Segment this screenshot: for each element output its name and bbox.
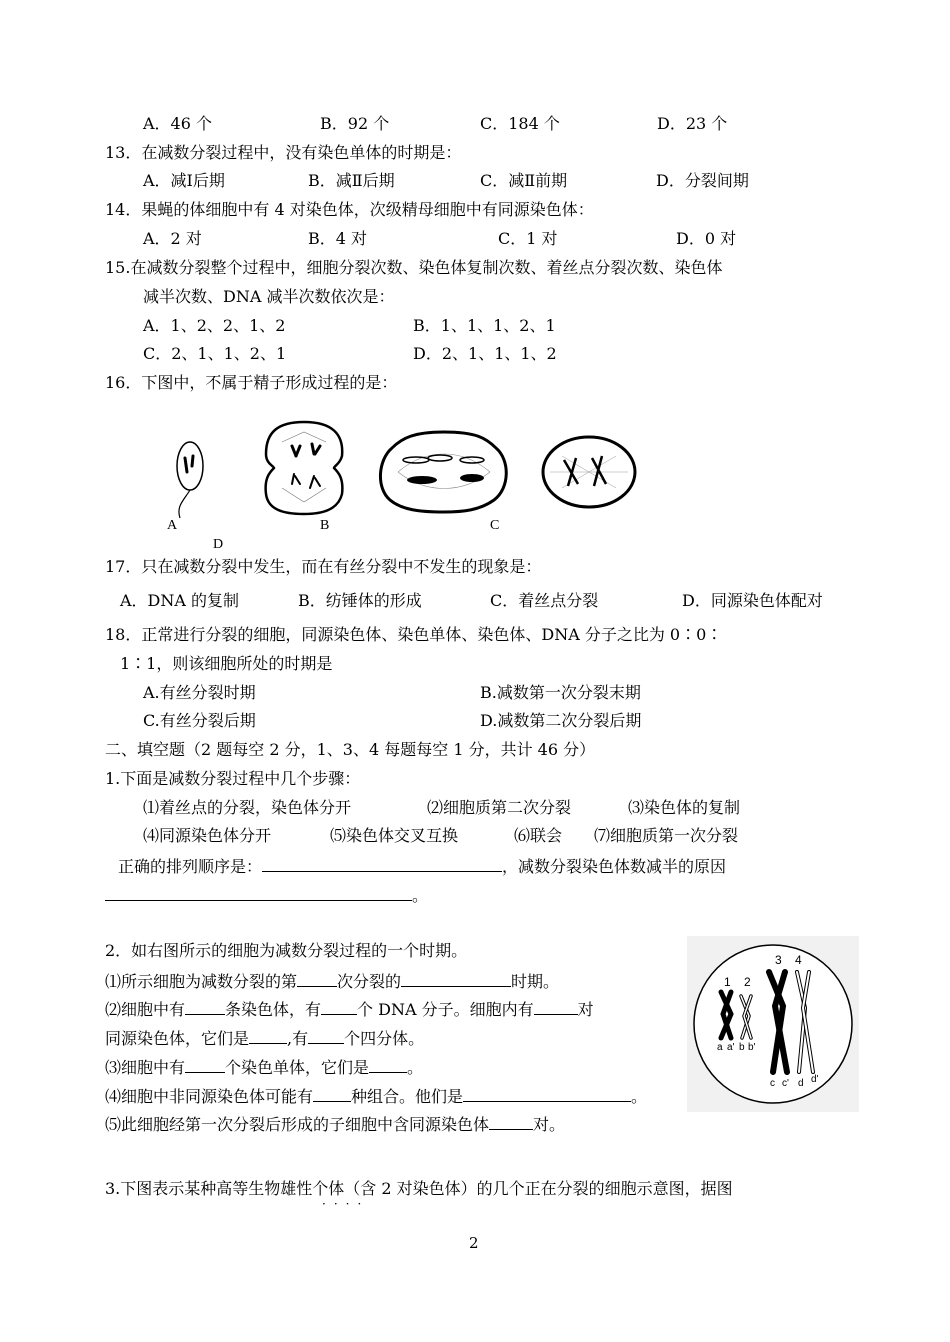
- page-number: 2: [469, 1234, 479, 1252]
- q13-option-a: A．减Ⅰ后期: [143, 171, 225, 190]
- q17-option-d: D．同源染色体配对: [682, 591, 823, 610]
- f2-q5-text2: 对。: [533, 1115, 566, 1134]
- f1-stem: 1.下面是减数分裂过程中几个步骤：: [105, 769, 361, 788]
- f2-q4-text2: 种组合。他们是: [351, 1087, 464, 1106]
- f2-q2b-text1: 同源染色体，它们是: [105, 1029, 250, 1048]
- q18-option-c: C.有丝分裂后期: [143, 711, 256, 730]
- f1-reason-blank[interactable]: [105, 884, 412, 901]
- figure-label-d: D: [213, 537, 224, 552]
- fig-num-4: 4: [795, 953, 802, 967]
- figure-cell-c: [376, 428, 512, 514]
- f2-q1-text2: 次分裂的: [337, 972, 402, 991]
- fig-num-3: 3: [775, 953, 782, 967]
- q14-stem: 14．果蝇的体细胞中有 4 对染色体，次级精母细胞中有同源染色体：: [105, 200, 594, 219]
- fig-letter-a: a: [717, 1042, 723, 1053]
- section-heading: 二、填空题（2 题每空 2 分，1、3、4 每题每空 1 分，共计 46 分）: [105, 740, 596, 759]
- figure-sperm-cell: [160, 436, 220, 526]
- q18-stem-line1: 18．正常进行分裂的细胞，同源染色体、染色单体、染色体、DNA 分子之比为 0∶0∶: [105, 625, 723, 644]
- q13-stem: 13．在减数分裂过程中，没有染色单体的时期是：: [105, 143, 462, 162]
- f2-q2b: [105, 1027, 424, 1049]
- q15-stem-line2: 减半次数、DNA 减半次数依次是：: [143, 287, 395, 306]
- q12-option-b: B．92 个: [320, 114, 390, 133]
- f2-q4-blank2[interactable]: [463, 1085, 631, 1102]
- q15-stem-line1: 15.在减数分裂整个过程中，细胞分裂次数、染色体复制次数、着丝点分裂次数、染色体: [105, 258, 723, 277]
- f2-q2b-blank1[interactable]: [249, 1027, 287, 1044]
- f2-q3-blank2[interactable]: [369, 1056, 407, 1073]
- fig-num-2: 2: [744, 975, 751, 989]
- f2-q2-blank3[interactable]: [534, 998, 578, 1015]
- q12-option-d: D．23 个: [657, 114, 728, 133]
- f3-emphasis-dots: ····: [322, 1197, 370, 1211]
- q15-option-a: A．1、2、2、1、2: [143, 316, 286, 335]
- q14-option-a: A．2 对: [143, 229, 202, 248]
- q12-option-c: C．184 个: [480, 114, 560, 133]
- q16-stem: 16．下图中，不属于精子形成过程的是：: [105, 373, 398, 392]
- f2-q2b-text2: ,有: [287, 1029, 309, 1048]
- f2-q2-text2: 条染色体，有: [225, 1000, 322, 1019]
- figure-homologous-chromosomes: [687, 936, 859, 1112]
- f2-q4-text1: ⑷细胞中非同源染色体可能有: [105, 1087, 314, 1106]
- figure-cell-d: [540, 434, 638, 510]
- f2-q4-text3: 。: [631, 1087, 648, 1106]
- figure-label-a: A: [167, 518, 178, 533]
- f2-q2-blank1[interactable]: [185, 998, 225, 1015]
- q14-option-b: B．4 对: [308, 229, 368, 248]
- fig-num-1: 1: [724, 975, 731, 989]
- f2-q2b-blank2[interactable]: [308, 1027, 344, 1044]
- f2-q3-text1: ⑶细胞中有: [105, 1058, 186, 1077]
- f1-step-5: ⑸染色体交叉互换: [330, 826, 459, 845]
- q15-option-c: C．2、1、1、2、1: [143, 344, 287, 363]
- f2-q2-text4: 对: [577, 1000, 594, 1019]
- f1-reason-line: [105, 884, 428, 906]
- q13-option-c: C．减Ⅱ前期: [480, 171, 568, 190]
- q18-stem-line2: 1∶1，则该细胞所处的时期是: [120, 654, 333, 673]
- q18-option-b: B.减数第一次分裂末期: [480, 683, 641, 702]
- f1-step-3: ⑶染色体的复制: [628, 798, 741, 817]
- figure-cell-b: [262, 418, 346, 516]
- q14-option-c: C．1 对: [498, 229, 558, 248]
- fig-letter-b: b: [739, 1042, 745, 1053]
- f1-order-prefix: 正确的排列顺序是：: [118, 857, 263, 876]
- f2-q3: [105, 1056, 423, 1078]
- f2-q4: [105, 1085, 647, 1107]
- f2-stem: 2．如右图所示的细胞为减数分裂过程的一个时期。: [105, 941, 468, 960]
- f2-q2b-text3: 个四分体。: [344, 1029, 425, 1048]
- f2-q5: [105, 1113, 565, 1135]
- f1-reason-text: ，减数分裂染色体数减半的原因: [502, 857, 727, 876]
- f2-q2-blank2[interactable]: [321, 998, 357, 1015]
- f2-q3-text2: 个染色单体，它们是: [225, 1058, 370, 1077]
- fig-letter-d: d: [798, 1078, 804, 1089]
- f2-q4-blank1[interactable]: [313, 1085, 351, 1102]
- q13-option-d: D．分裂间期: [656, 171, 749, 190]
- f2-q2-text3: 个 DNA 分子。细胞内有: [357, 1000, 534, 1019]
- f3-stem: 3.下图表示某种高等生物雄性个体（含 2 对染色体）的几个正在分裂的细胞示意图，据图: [105, 1179, 733, 1198]
- f2-q3-text3: 。: [407, 1058, 424, 1077]
- f2-q5-text1: ⑸此细胞经第一次分裂后形成的子细胞中含同源染色体: [105, 1115, 490, 1134]
- f1-step-4: ⑷同源染色体分开: [143, 826, 272, 845]
- f2-q1-blank2[interactable]: [401, 970, 511, 987]
- f2-q5-blank1[interactable]: [489, 1113, 533, 1130]
- q15-option-d: D．2、1、1、1、2: [413, 344, 557, 363]
- fig-letter-a-prime: a': [727, 1042, 735, 1053]
- q13-option-b: B．减Ⅱ后期: [308, 171, 395, 190]
- f2-q1-text3: 时期。: [511, 972, 560, 991]
- f2-q2: [105, 998, 594, 1020]
- f2-q2-text1: ⑵细胞中有: [105, 1000, 186, 1019]
- f1-step-7: ⑺细胞质第一次分裂: [594, 826, 739, 845]
- q18-option-d: D.减数第二次分裂后期: [480, 711, 642, 730]
- figure-label-b: B: [320, 518, 330, 533]
- f2-q1-blank1[interactable]: [297, 970, 337, 987]
- f1-order-line: [118, 855, 726, 877]
- q17-option-a: A．DNA 的复制: [120, 591, 240, 610]
- q15-option-b: B．1、1、1、2、1: [413, 316, 556, 335]
- f2-q1-text1: ⑴所示细胞为减数分裂的第: [105, 972, 298, 991]
- q17-stem: 17．只在减数分裂中发生，而在有丝分裂中不发生的现象是：: [105, 557, 542, 576]
- q14-option-d: D．0 对: [676, 229, 737, 248]
- q17-option-b: B．纺锤体的形成: [298, 591, 422, 610]
- f1-order-blank[interactable]: [262, 855, 502, 872]
- fig-letter-b-prime: b': [748, 1042, 756, 1053]
- q12-option-a: A．46 个: [143, 114, 213, 133]
- fig-letter-c: c: [770, 1078, 775, 1089]
- f2-q3-blank1[interactable]: [185, 1056, 225, 1073]
- f1-step-2: ⑵细胞质第二次分裂: [427, 798, 572, 817]
- f1-step-6: ⑹联会: [514, 826, 563, 845]
- f1-step-1: ⑴着丝点的分裂，染色体分开: [143, 798, 352, 817]
- q18-option-a: A.有丝分裂时期: [143, 683, 256, 702]
- q17-option-c: C．着丝点分裂: [490, 591, 599, 610]
- figure-label-c: C: [490, 518, 500, 533]
- f1-end: 。: [412, 886, 429, 905]
- fig-letter-c-prime: c': [782, 1078, 789, 1089]
- fig-letter-d-prime: d': [811, 1074, 819, 1085]
- f2-q1: [105, 970, 559, 992]
